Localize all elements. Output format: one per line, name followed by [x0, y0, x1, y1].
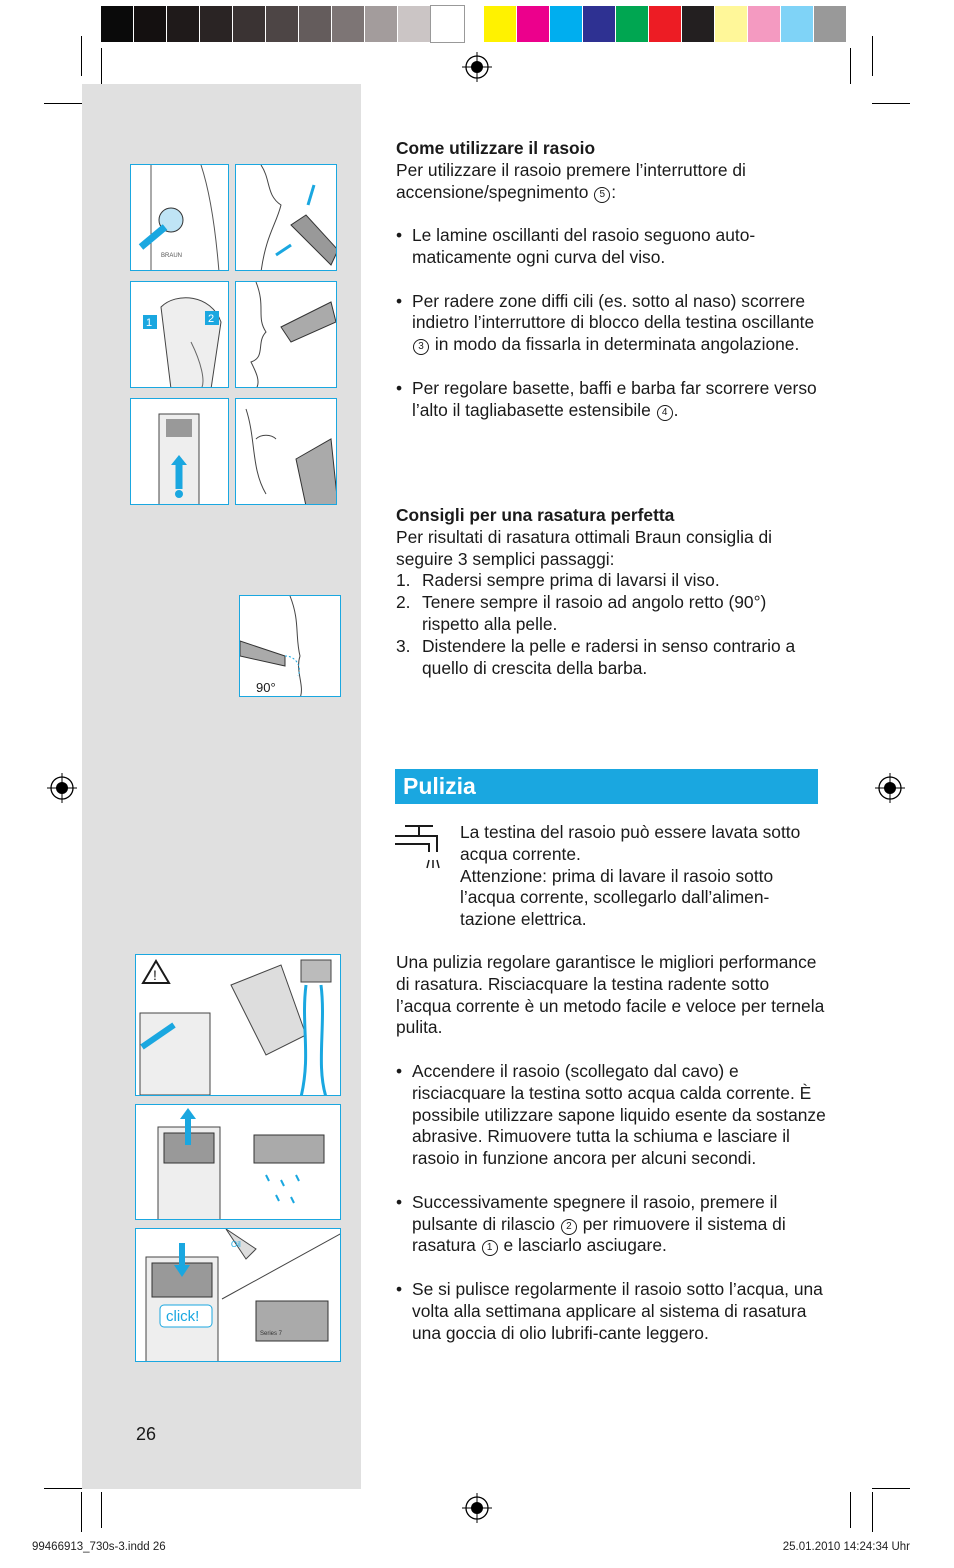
tips-section — [396, 505, 826, 679]
step-number-2: 2 — [208, 313, 215, 325]
click-label: click! — [166, 1308, 200, 1325]
tips-steps — [396, 570, 826, 679]
page-number: 26 — [136, 1424, 157, 1444]
remove-head-illustration — [135, 1104, 341, 1220]
usage-intro: Per utilizzare il rasoio premere l’interruttore di accensione/spegnimento 5 : — [396, 159, 746, 202]
usage-section — [396, 138, 826, 421]
tips-intro: Per risultati di rasatura ottimali Braun consiglia di seguire 3 semplici passaggi: — [396, 526, 772, 569]
crop-mark — [872, 1492, 873, 1532]
cleaning-bullet: • Se si pulisce regolarmente il rasoio sotto l’acqua, una volta alla settimana applicare al sistema di rasatura una goccia di olio lubrifi-cante leggero. — [396, 1279, 826, 1344]
cleaning-bullet: • Accendere il rasoio (scollegato dal cavo) e risciacquare la testina sotto acqua calda corrente. È possibile utilizzare sapone liquido esente da sostanze abrasive. Rimuovere tutta la schiuma e lasciare il rasoio in funzione ancora per alcuni secondi. — [396, 1061, 826, 1170]
crop-mark — [850, 1492, 851, 1528]
cleaning-bullets — [396, 1061, 826, 1344]
ref-circle: 5 — [594, 187, 610, 203]
color-scale-bar — [484, 6, 847, 42]
cleaning-bullet: • Successivamente spegnere il rasoio, premere il pulsante di rilascio 2 per rimuovere il sistema di rasatura 1 e lasciarlo asciugare. — [396, 1192, 826, 1257]
sideburn-trim-illustration — [235, 398, 337, 505]
trimmer-face-illustration — [235, 164, 337, 271]
crop-mark — [81, 1492, 82, 1532]
color-swatch — [266, 6, 299, 42]
usage-bullet: • Per radere zone diffi cili (es. sotto al naso) scorrere indietro l’interruttore di blocco della testina oscillante 3 in modo da fissarla in determinata angolazione. — [396, 291, 826, 356]
rinse-illustration — [135, 954, 341, 1096]
registration-mark-icon — [875, 773, 905, 803]
ref-circle: 2 — [561, 1219, 577, 1235]
crop-mark — [44, 1488, 82, 1489]
color-swatch — [715, 6, 748, 42]
color-swatch — [748, 6, 781, 42]
color-swatch — [365, 6, 398, 42]
color-swatch — [814, 6, 847, 42]
crop-mark — [872, 36, 873, 76]
registration-mark-icon — [462, 1493, 492, 1523]
crop-mark — [101, 1492, 102, 1528]
color-swatch — [134, 6, 167, 42]
crop-mark — [872, 1488, 910, 1489]
tip-step: 1. Radersi sempre prima di lavarsi il viso. — [396, 570, 720, 591]
cleaning-para: Una pulizia regolare garantisce le migliori performance di rasatura. Risciacquare la testina radente sotto l’acqua corrente è un metodo facile e veloce per ternela pulita. — [396, 952, 825, 1038]
tap-note: La testina del rasoio può essere lavata sotto acqua corrente. Attenzione: prima di lavare il rasoio sotto l’acqua corrente, scollegarlo dall’alimen-tazione elettrica. — [460, 822, 801, 930]
head-lock-illustration — [130, 281, 229, 388]
crop-mark — [81, 36, 82, 76]
color-swatch — [781, 6, 814, 42]
color-swatch — [649, 6, 682, 42]
color-swatch — [484, 6, 517, 42]
color-swatch — [332, 6, 365, 42]
cleaning-heading-bar — [395, 769, 818, 804]
tip-step: 2. Tenere sempre il rasoio ad angolo retto (90°) rispetto alla pelle. — [396, 592, 767, 634]
ref-circle: 4 — [657, 405, 673, 421]
footer-timestamp: 25.01.2010 14:24:34 Uhr — [782, 1541, 910, 1553]
color-swatch — [517, 6, 550, 42]
oil-label: Oil — [231, 1240, 241, 1249]
usage-title: Come utilizzare il rasoio — [396, 138, 596, 158]
registration-mark-icon — [462, 52, 492, 82]
water-tap-icon — [393, 822, 447, 872]
color-swatch — [167, 6, 200, 42]
footer-file: 99466913_730s-3.indd 26 — [32, 1541, 166, 1553]
crop-mark — [101, 48, 102, 84]
oil-head-illustration — [135, 1228, 341, 1362]
gray-scale-bar — [101, 6, 464, 42]
color-swatch — [200, 6, 233, 42]
shaving-angle-illustration — [239, 595, 341, 697]
crop-mark — [44, 103, 82, 104]
usage-bullet: • Le lamine oscillanti del rasoio seguono auto-maticamente ogni curva del viso. — [396, 225, 826, 269]
cleaning-section — [396, 952, 826, 1344]
cleaning-heading: Pulizia — [403, 773, 476, 799]
color-swatch — [682, 6, 715, 42]
svg-text:BRAUN: BRAUN — [161, 253, 183, 259]
angle-label: 90° — [256, 680, 276, 695]
trimmer-extend-illustration — [130, 398, 229, 505]
tip-step: 3. Distendere la pelle e radersi in senso contrario a quello di crescita della barba. — [396, 635, 796, 678]
series-label: Series 7 — [260, 1331, 283, 1337]
color-swatch — [299, 6, 332, 42]
step-number-1: 1 — [146, 317, 153, 329]
color-swatch — [550, 6, 583, 42]
ref-circle: 1 — [482, 1240, 498, 1256]
tips-title: Consigli per una rasatura perfetta — [396, 505, 675, 525]
ref-circle: 3 — [413, 339, 429, 355]
color-swatch — [233, 6, 266, 42]
color-swatch — [101, 6, 134, 42]
crop-mark — [872, 103, 910, 104]
color-swatch — [583, 6, 616, 42]
color-swatch — [616, 6, 649, 42]
color-swatch — [431, 6, 464, 42]
usage-bullets — [396, 225, 826, 421]
color-swatch — [398, 6, 431, 42]
nose-shaving-illustration — [235, 281, 337, 388]
usage-bullet: • Per regolare basette, baffi e barba far scorrere verso l’alto il tagliabasette estensibile 4 . — [396, 378, 826, 422]
svg-text:!: ! — [153, 967, 157, 983]
registration-mark-icon — [47, 773, 77, 803]
shaver-switch-illustration — [130, 164, 229, 271]
crop-mark — [850, 48, 851, 84]
